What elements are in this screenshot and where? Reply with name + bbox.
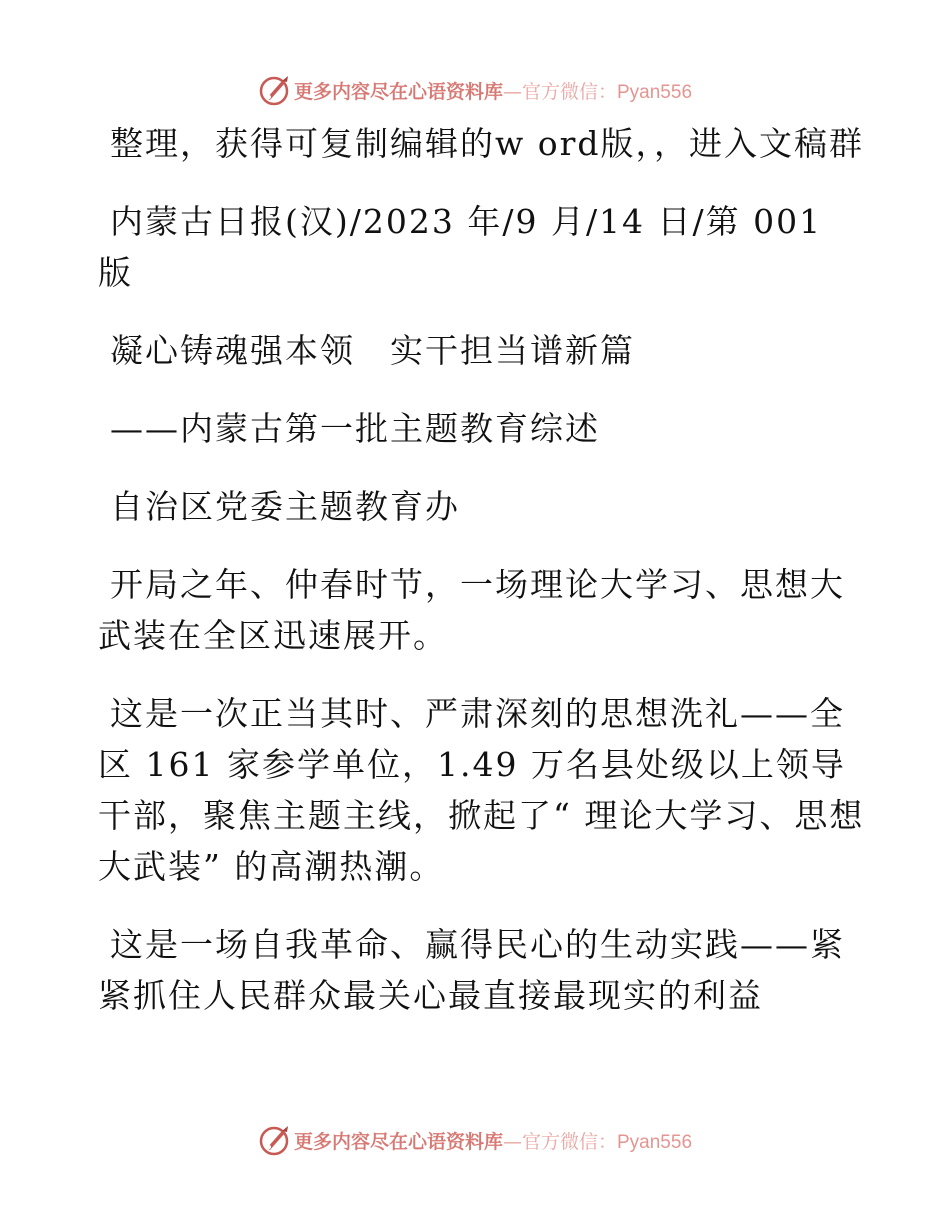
watermark-text [294,77,692,104]
paragraph-note: 整理，获得可复制编辑的w ord版，，进入文稿群 [110,124,865,163]
footer-watermark [0,1120,950,1160]
watermark-site-text: 更多内容尽在心语资料库 [293,1130,503,1153]
article-subtitle: ——内蒙古第一批主题教育综述 [110,409,600,448]
watermark-label: 官方微信： [521,80,617,103]
watermark-dash: — [502,80,522,103]
header-watermark [0,70,950,110]
watermark-account: Pyan556 [617,1131,693,1153]
paragraph-body: 这是一场自我革命、赢得民心的生动实践——紧紧抓住人民群众最关心最直接最现实的利益 [98,925,845,1015]
quill-pen-circle-icon [258,1123,292,1157]
document-body [98,118,868,1048]
paragraph-body: 开局之年、仲春时节，一场理论大学习、思想大武装在全区迅速展开。 [98,565,845,655]
watermark-text [294,1127,692,1154]
watermark-label: 官方微信： [521,1130,617,1153]
paragraph-source: 内蒙古日报(汉)/2023 年/9 月/14 日/第 001 版 [98,202,823,292]
article-author: 自治区党委主题教育办 [110,487,460,526]
watermark-dash: — [502,1130,522,1153]
quill-pen-circle-icon [258,73,292,107]
article-title: 凝心铸魂强本领 实干担当谱新篇 [110,331,635,370]
watermark-site-text: 更多内容尽在心语资料库 [293,80,503,103]
watermark-account: Pyan556 [617,81,693,103]
paragraph-body: 这是一次正当其时、严肃深刻的思想洗礼——全区 161 家参学单位，1.49 万名县处级以上领导干部，聚焦主题主线，掀起了“ 理论大学习、思想大武装” 的高潮热潮。 [98,694,865,886]
